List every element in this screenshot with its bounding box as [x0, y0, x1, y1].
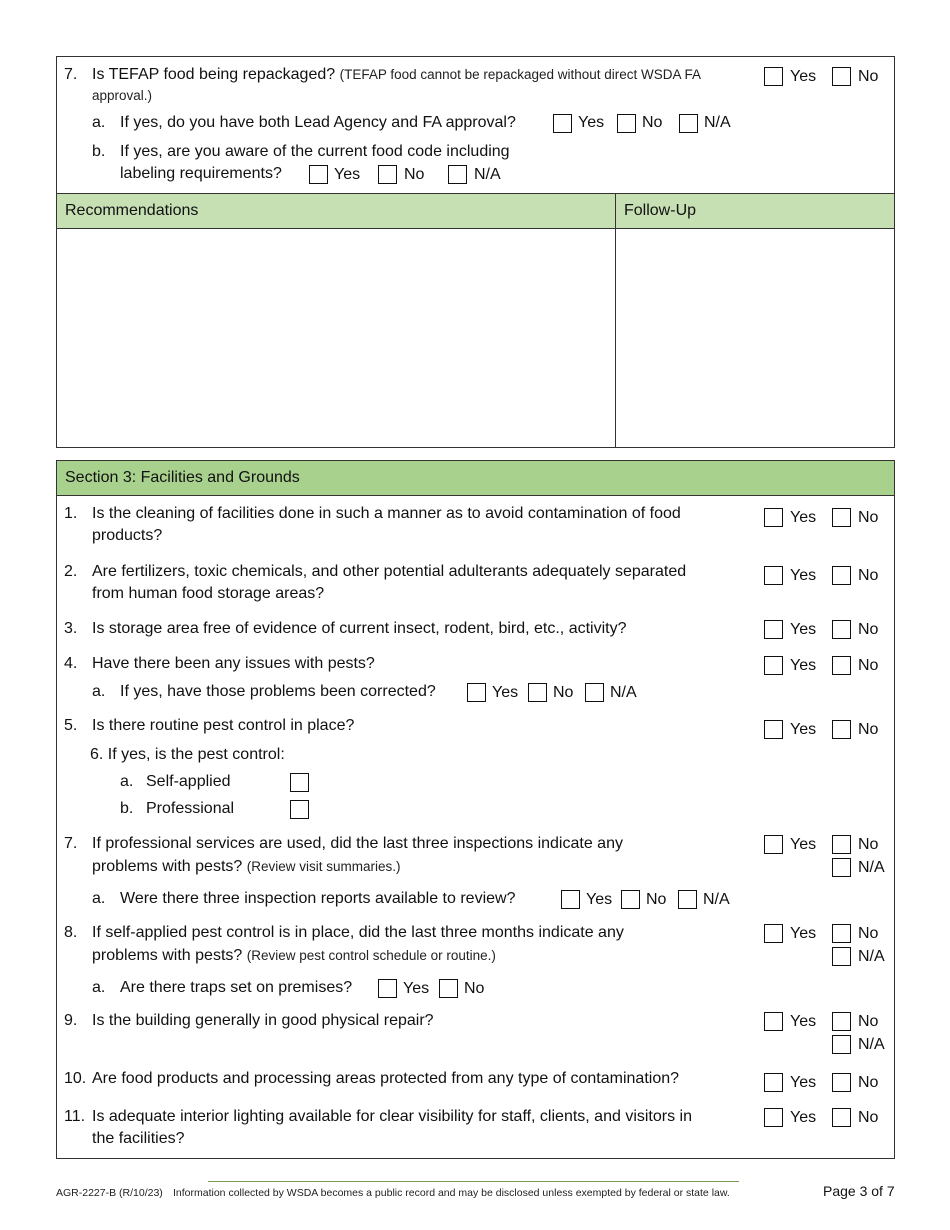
- s3-q11-line1: Is adequate interior lighting available for clear visibility for staff, clients, and visitors in: [92, 1108, 692, 1125]
- s3-q8-na-label: N/A: [858, 948, 885, 965]
- s3-q4-no-checkbox[interactable]: [832, 656, 851, 675]
- s3-q3-no-label: No: [858, 621, 879, 638]
- s3-q7-yes-label: Yes: [790, 836, 817, 853]
- s3-q11-yes-checkbox[interactable]: [764, 1108, 783, 1127]
- s3-q1-number: 1.: [64, 505, 78, 522]
- q7b-no-label: No: [404, 166, 425, 183]
- s3-q8-line1: If self-applied pest control is in place, did the last three months indicate any: [92, 924, 624, 941]
- s3-q9-na-checkbox[interactable]: [832, 1035, 851, 1054]
- s3-q7a-no-label: No: [646, 891, 667, 908]
- q7-no-checkbox[interactable]: [832, 67, 851, 86]
- s3-q6-text: 6. If yes, is the pest control:: [90, 746, 285, 763]
- s3-q7-line1: If professional services are used, did the last three inspections indicate any: [92, 835, 623, 852]
- s3-q2-line1: Are fertilizers, toxic chemicals, and other potential adulterants adequately separated: [92, 563, 687, 580]
- s3-q3-yes-checkbox[interactable]: [764, 620, 783, 639]
- s3-q1-yes-label: Yes: [790, 509, 817, 526]
- section3-header: [56, 460, 895, 496]
- s3-q9-no-label: No: [858, 1013, 879, 1030]
- recommendations-textarea[interactable]: [56, 228, 616, 448]
- s3-q10-yes-label: Yes: [790, 1074, 817, 1091]
- s3-q3-no-checkbox[interactable]: [832, 620, 851, 639]
- s3-q4a-no-label: No: [553, 684, 574, 701]
- s3-q2-yes-label: Yes: [790, 567, 817, 584]
- s3-q9-number: 9.: [64, 1012, 78, 1029]
- s3-q5-number: 5.: [64, 717, 78, 734]
- q7a-text: If yes, do you have both Lead Agency and FA approval?: [120, 114, 516, 131]
- s3-q11-number: 11.: [64, 1108, 86, 1125]
- s3-q7-number: 7.: [64, 835, 78, 852]
- recommendations-header-label: Recommendations: [65, 202, 199, 219]
- q7-yes-checkbox[interactable]: [764, 67, 783, 86]
- s3-q1-line2: products?: [92, 527, 163, 544]
- s3-q7-line2-text: problems with pests?: [92, 858, 243, 875]
- followup-header-label: Follow-Up: [624, 202, 697, 219]
- followup-textarea[interactable]: [615, 228, 895, 448]
- q7b-no-checkbox[interactable]: [378, 165, 397, 184]
- s3-q7a-yes-checkbox[interactable]: [561, 890, 580, 909]
- s3-q8a-no-checkbox[interactable]: [439, 979, 458, 998]
- q7b-na-checkbox[interactable]: [448, 165, 467, 184]
- s3-q1-no-checkbox[interactable]: [832, 508, 851, 527]
- q7-no-label: No: [858, 68, 879, 85]
- s3-q7a-no-checkbox[interactable]: [621, 890, 640, 909]
- s3-q9-na-label: N/A: [858, 1036, 885, 1053]
- q7-note-line1: (TEFAP food cannot be repackaged without direct WSDA FA: [339, 67, 702, 82]
- s3-q4a-na-label: N/A: [610, 684, 637, 701]
- s3-q7-note: (Review visit summaries.): [246, 859, 401, 874]
- s3-q8a-text: Are there traps set on premises?: [120, 979, 353, 996]
- followup-header: [615, 193, 895, 229]
- s3-q6b-checkbox[interactable]: [290, 800, 309, 819]
- s3-q4-yes-checkbox[interactable]: [764, 656, 783, 675]
- q7b-yes-checkbox[interactable]: [309, 165, 328, 184]
- s3-q8-no-label: No: [858, 925, 879, 942]
- s3-q8-yes-label: Yes: [790, 925, 817, 942]
- s3-q9-yes-label: Yes: [790, 1013, 817, 1030]
- s3-q3-line1: Is storage area free of evidence of current insect, rodent, bird, etc., activity?: [92, 620, 627, 637]
- s3-q5-no-label: No: [858, 721, 879, 738]
- q7a-yes-checkbox[interactable]: [553, 114, 572, 133]
- s3-q4a-letter: a.: [92, 683, 106, 700]
- s3-q9-line1: Is the building generally in good physical repair?: [92, 1012, 434, 1029]
- q7b-na-label: N/A: [474, 166, 501, 183]
- s3-q2-line2: from human food storage areas?: [92, 585, 325, 602]
- q7b-yes-label: Yes: [334, 166, 361, 183]
- s3-q5-yes-label: Yes: [790, 721, 817, 738]
- s3-q3-number: 3.: [64, 620, 78, 637]
- s3-q1-line1: Is the cleaning of facilities done in such a manner as to avoid contamination of food: [92, 505, 681, 522]
- s3-q10-number: 10.: [64, 1070, 87, 1087]
- recommendations-header: [56, 193, 616, 229]
- s3-q11-no-label: No: [858, 1109, 879, 1126]
- s3-q11-line2: the facilities?: [92, 1130, 185, 1147]
- footer-page-number: Page 3 of 7: [823, 1183, 895, 1199]
- s3-q10-line1: Are food products and processing areas protected from any type of contamination?: [92, 1070, 680, 1087]
- q7-question: Is TEFAP food being repackaged?: [92, 66, 336, 83]
- s3-q4a-text: If yes, have those problems been corrected?: [120, 683, 436, 700]
- s3-q7a-text: Were there three inspection reports available to review?: [120, 890, 516, 907]
- s3-q6a-checkbox[interactable]: [290, 773, 309, 792]
- s3-q1-yes-checkbox[interactable]: [764, 508, 783, 527]
- s3-q6a-text: Self-applied: [146, 773, 231, 790]
- s3-q8-yes-checkbox[interactable]: [764, 924, 783, 943]
- footer-divider: [208, 1181, 739, 1182]
- s3-q8a-letter: a.: [92, 979, 106, 996]
- s3-q7-no-checkbox[interactable]: [832, 835, 851, 854]
- s3-q7-na-checkbox[interactable]: [832, 858, 851, 877]
- q7a-no-checkbox[interactable]: [617, 114, 636, 133]
- q7a-na-checkbox[interactable]: [679, 114, 698, 133]
- s3-q8-number: 8.: [64, 924, 78, 941]
- s3-q5-yes-checkbox[interactable]: [764, 720, 783, 739]
- s3-q8-line2: [92, 945, 496, 967]
- s3-q3-yes-label: Yes: [790, 621, 817, 638]
- s3-q1-no-label: No: [858, 509, 879, 526]
- s3-q4-yes-label: Yes: [790, 657, 817, 674]
- s3-q2-no-checkbox[interactable]: [832, 566, 851, 585]
- s3-q8-na-checkbox[interactable]: [832, 947, 851, 966]
- s3-q6b-text: Professional: [146, 800, 235, 817]
- s3-q8-line2-text: problems with pests?: [92, 947, 243, 964]
- s3-q8-note: (Review pest control schedule or routine.): [246, 948, 496, 963]
- s3-q7-yes-checkbox[interactable]: [764, 835, 783, 854]
- q7a-na-label: N/A: [704, 114, 731, 131]
- s3-q11-yes-label: Yes: [790, 1109, 817, 1126]
- s3-q9-yes-checkbox[interactable]: [764, 1012, 783, 1031]
- s3-q7a-yes-label: Yes: [586, 891, 613, 908]
- s3-q9-no-checkbox[interactable]: [832, 1012, 851, 1031]
- q7-number: 7.: [64, 66, 78, 83]
- s3-q4a-yes-label: Yes: [492, 684, 519, 701]
- s3-q7-line2: [92, 856, 401, 878]
- s3-q4-no-label: No: [858, 657, 879, 674]
- s3-q2-no-label: No: [858, 567, 879, 584]
- s3-q4a-yes-checkbox[interactable]: [467, 683, 486, 702]
- s3-q5-line1: Is there routine pest control in place?: [92, 717, 355, 734]
- s3-q2-yes-checkbox[interactable]: [764, 566, 783, 585]
- q7-note-line2: approval.): [92, 88, 153, 103]
- s3-q8a-no-label: No: [464, 980, 485, 997]
- s3-q4-line1: Have there been any issues with pests?: [92, 655, 375, 672]
- q7a-letter: a.: [92, 114, 106, 131]
- s3-q2-number: 2.: [64, 563, 78, 580]
- s3-q8-no-checkbox[interactable]: [832, 924, 851, 943]
- s3-q7a-na-label: N/A: [703, 891, 730, 908]
- s3-q7-no-label: No: [858, 836, 879, 853]
- s3-q10-yes-checkbox[interactable]: [764, 1073, 783, 1092]
- q7b-text-line2: labeling requirements?: [120, 165, 282, 182]
- s3-q10-no-label: No: [858, 1074, 879, 1091]
- s3-q5-no-checkbox[interactable]: [832, 720, 851, 739]
- s3-q7-na-label: N/A: [858, 859, 885, 876]
- s3-q6b-letter: b.: [120, 800, 134, 817]
- q7b-letter: b.: [92, 143, 106, 160]
- s3-q8a-yes-label: Yes: [403, 980, 430, 997]
- s3-q4a-no-checkbox[interactable]: [528, 683, 547, 702]
- s3-q6a-letter: a.: [120, 773, 134, 790]
- s3-q8a-yes-checkbox[interactable]: [378, 979, 397, 998]
- s3-q10-no-checkbox[interactable]: [832, 1073, 851, 1092]
- s3-q4a-na-checkbox[interactable]: [585, 683, 604, 702]
- q7a-yes-label: Yes: [578, 114, 605, 131]
- s3-q4-number: 4.: [64, 655, 78, 672]
- footer-notice: Information collected by WSDA becomes a public record and may be disclosed unless exempted by federal or state law.: [173, 1187, 730, 1199]
- s3-q7a-letter: a.: [92, 890, 106, 907]
- q7b-text-line1: If yes, are you aware of the current food code including: [120, 143, 510, 160]
- footer-form-id: AGR-2227-B (R/10/23): [56, 1187, 163, 1199]
- s3-q11-no-checkbox[interactable]: [832, 1108, 851, 1127]
- q7-text: [92, 64, 701, 86]
- q7a-no-label: No: [642, 114, 663, 131]
- section3-title: Section 3: Facilities and Grounds: [65, 469, 300, 486]
- q7-yes-label: Yes: [790, 68, 817, 85]
- s3-q7a-na-checkbox[interactable]: [678, 890, 697, 909]
